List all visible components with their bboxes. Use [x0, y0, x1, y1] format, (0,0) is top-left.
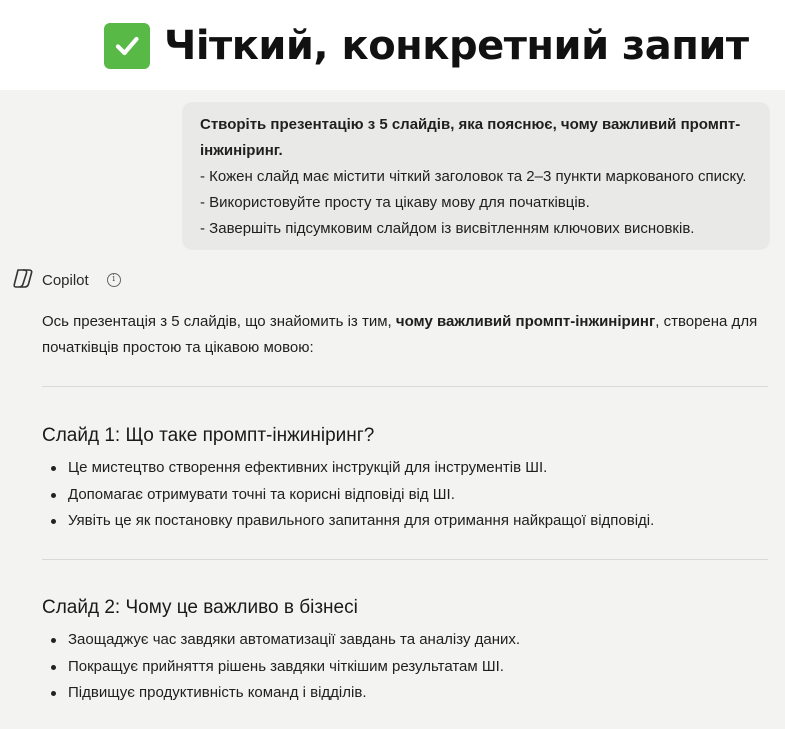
section-divider [42, 386, 768, 387]
prompt-bold-line-1: Створіть презентацію з 5 слайдів, яка пояснює, чому важливий промпт- [200, 116, 741, 133]
list-item: Це мистецтво створення ефективних інструкцій для інструментів ШІ. [42, 455, 654, 482]
intro-text-bold: чому важливий промпт-інжиніринг [395, 313, 656, 330]
assistant-intro [42, 309, 777, 361]
list-item: Уявіть це як постановку правильного запитання для отримання найкращої відповіді. [42, 508, 654, 535]
assistant-header [12, 268, 121, 292]
intro-text-start: Ось презентація з 5 слайдів, що знайомить із тим, [42, 313, 396, 330]
list-item: Заощаджує час завдяки автоматизації завдань та аналізу даних. [42, 627, 520, 654]
info-icon[interactable]: i [107, 273, 121, 287]
prompt-item: - Кожен слайд має містити чіткий заголовок та 2–3 пункти маркованого списку. [200, 168, 747, 185]
prompt-item: - Використовуйте просту та цікаву мову для початківців. [200, 194, 590, 211]
copilot-logo-icon [12, 267, 34, 294]
page-title [104, 20, 749, 72]
check-mark-button-icon [104, 23, 150, 69]
slide-2-bullets [42, 627, 520, 707]
list-item: Підвищує продуктивність команд і відділів. [42, 680, 520, 707]
prompt-bold-line-2: інжиніринг. [200, 142, 283, 159]
user-prompt-bubble [182, 102, 770, 250]
list-item: Допомагає отримувати точні та корисні відповіді від ШІ. [42, 482, 654, 509]
slide-1-bullets [42, 455, 654, 535]
prompt-item: - Завершіть підсумковим слайдом із висвітленням ключових висновків. [200, 220, 695, 237]
slide-1-title: Слайд 1: Що таке промпт-інжиніринг? [42, 425, 375, 446]
intro-text-end: , створена для початківців простою та цікавою мовою: [42, 313, 758, 356]
page-title-text: Чіткий, конкретний запит [164, 23, 749, 69]
list-item: Покращує прийняття рішень завдяки чіткішим результатам ШІ. [42, 654, 520, 681]
assistant-name: Copilot [42, 271, 89, 289]
slide-2-title: Слайд 2: Чому це важливо в бізнесі [42, 597, 358, 618]
section-divider [42, 559, 768, 560]
